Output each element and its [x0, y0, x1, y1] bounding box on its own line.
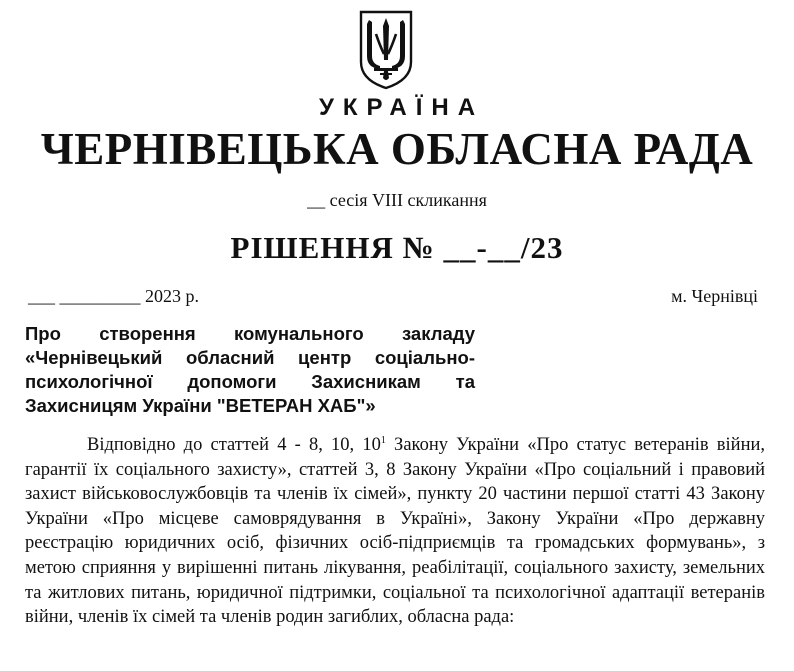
- session-line: __ сесія VIII скликання: [307, 190, 487, 210]
- body-text-start: Відповідно до статтей 4 - 8, 10, 10: [87, 435, 381, 455]
- body-text-rest: Закону України «Про статус ветеранів війни, гарантії їх соціального захисту», статтей 3, 8 Закону України «Про соціальний і правовий захист військовослужбовців та членів їх сімей», пункту 20 частини першої статті 43 Закону України «Про місцеве самоврядування в Україні», Закону України «Про державну реєстрацію юридичних осіб, фізичних осіб-підприємців та громадських формувань», з метою сприяння у вирішенні питань лікування, реабілітації, соціального захисту, земельних та житлових питань, юридичної підтримки, соціальної та психологічної адаптації ветеранів війни, членів їх сімей та членів родин загиблих, обласна рада:: [25, 435, 765, 628]
- decision-city: м. Чернівці: [671, 286, 758, 306]
- decision-subject: Про створення комунального закладу «Чернівецький обласний центр соціально-психологічної допомоги Захисникам та Захисницям України "ВЕТЕРАН ХАБ"»: [25, 323, 475, 416]
- body-paragraph: [25, 433, 765, 630]
- article-superscript: 1: [380, 434, 386, 446]
- country-name: УКРАЇНА: [318, 94, 485, 121]
- decision-title: РІШЕННЯ № __-__/23: [230, 230, 564, 265]
- council-name: ЧЕРНІВЕЦЬКА ОБЛАСНА РАДА: [40, 124, 754, 174]
- tryzub-emblem-icon: [358, 10, 414, 90]
- decision-date: ___ _________ 2023 р.: [28, 286, 199, 306]
